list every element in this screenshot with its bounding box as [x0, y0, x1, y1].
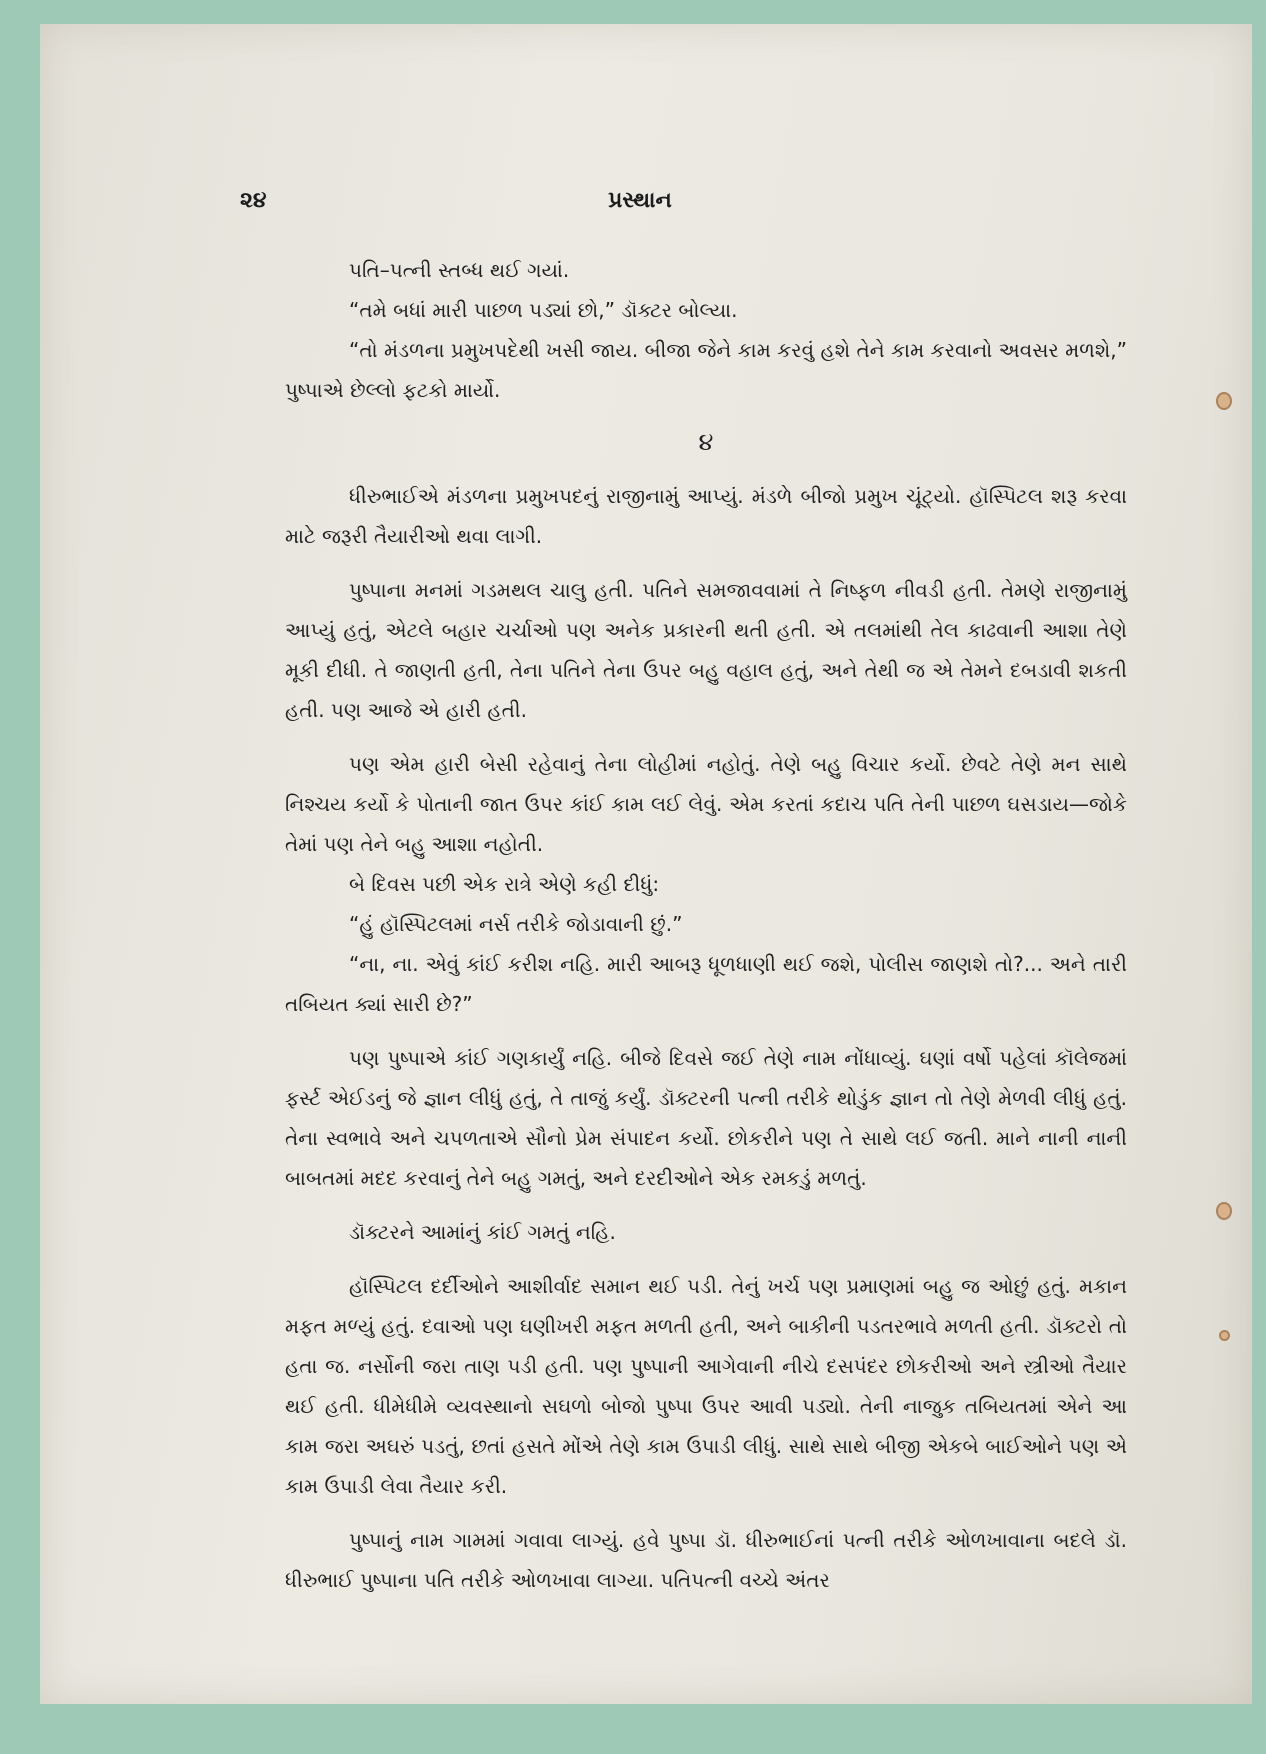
binding-hole: [1216, 392, 1232, 410]
section-number: ૪: [698, 428, 714, 456]
page-number: ૨૪: [240, 188, 267, 213]
paragraph: “તો મંડળના પ્રમુખપદેથી ખસી જાય. બીજા જેને કામ કરવું હશે તેને કામ કરવાનો અવસર મળશે,” પુષ્પાએ છેલ્લો ફટકો માર્યો.: [285, 338, 1127, 402]
page-header: [240, 188, 1040, 238]
binding-hole: [1216, 1202, 1232, 1220]
paragraph: પણ એમ હારી બેસી રહેવાનું તેના લોહીમાં નહોતું. તેણે બહુ વિચાર કર્યો. છેવટે તેણે મન સાથે નિશ્ચય કર્યો કે પોતાની જાત ઉપર કાંઈ કામ લઈ લેવું. એમ કરતાં કદાચ પતિ તેની પાછળ ઘસડાય—જોકે તેમાં પણ તેને બહુ આશા નહોતી.: [285, 752, 1127, 856]
body-text: [285, 250, 1127, 1600]
paragraph: પણ પુષ્પાએ કાંઈ ગણકાર્યું નહિ. બીજે દિવસે જઈ તેણે નામ નોંધાવ્યું. ઘણાં વર્ષો પહેલાં કૉલેજમાં ફર્સ્ટ એઈડનું જે જ્ઞાન લીધું હતું, તે તાજું કર્યું. ડૉક્ટરની પત્ની તરીકે થોડુંક જ્ઞાન તો તેણે મેળવી લીધું હતું. તેના સ્વભાવે અને ચપળતાએ સૌનો પ્રેમ સંપાદન કર્યો. છોકરીને પણ તે સાથે લઈ જતી. માને નાની નાની બાબતમાં મદદ કરવાનું તેને બહુ ગમતું, અને દરદીઓને એક રમકડું મળતું.: [285, 1046, 1127, 1190]
paragraph: “તમે બધાં મારી પાછળ પડ્યાં છો,” ડૉક્ટર બોલ્યા.: [349, 298, 738, 322]
paragraph: ડૉક્ટરને આમાંનું કાંઈ ગમતું નહિ.: [349, 1220, 616, 1244]
paragraph: “ના, ના. એવું કાંઈ કરીશ નહિ. મારી આબરૂ ધૂળધાણી થઈ જશે, પોલીસ જાણશે તો?... અને તારી તબિયત ક્યાં સારી છે?”: [285, 952, 1127, 1016]
paragraph: પુષ્પાના મનમાં ગડમથલ ચાલુ હતી. પતિને સમજાવવામાં તે નિષ્ફળ નીવડી હતી. તેમણે રાજીનામું આપ્યું હતું, એટલે બહાર ચર્ચાઓ પણ અનેક પ્રકારની થતી હતી. એ તલમાંથી તેલ કાઢવાની આશા તેણે મૂકી દીધી. તે જાણતી હતી, તેના પતિને તેના ઉપર બહુ વહાલ હતું, અને તેથી જ એ તેમને દબડાવી શકતી હતી. પણ આજે એ હારી હતી.: [285, 578, 1127, 722]
binding-hole: [1219, 1330, 1230, 1341]
paragraph: હૉસ્પિટલ દર્દીઓને આશીર્વાદ સમાન થઈ પડી. તેનું ખર્ચ પણ પ્રમાણમાં બહુ જ ઓછું હતું. મકાન મફત મળ્યું હતું. દવાઓ પણ ઘણીખરી મફત મળતી હતી, અને બાકીની પડતરભાવે મળતી હતી. ડૉક્ટરો તો હતા જ. નર્સોની જરા તાણ પડી હતી. પણ પુષ્પાની આગેવાની નીચે દસપંદર છોકરીઓ અને સ્ત્રીઓ તૈયાર થઈ હતી. ધીમેધીમે વ્યવસ્થાનો સઘળો બોજો પુષ્પા ઉપર આવી પડ્યો. તેની નાજુક તબિયતમાં એને આ કામ જરા અઘરું પડતું, છતાં હસતે મોંએ તેણે કામ ઉપાડી લીધું. સાથે સાથે બીજી એકબે બાઈઓને પણ એ કામ ઉપાડી લેવા તૈયાર કરી.: [285, 1274, 1127, 1498]
paragraph: બે દિવસ પછી એક રાત્રે એણે કહી દીધું:: [349, 872, 660, 896]
paragraph: પુષ્પાનું નામ ગામમાં ગવાવા લાગ્યું. હવે પુષ્પા ડૉ. ધીરુભાઈનાં પત્ની તરીકે ઓળખાવાના બદલે ડૉ. ધીરુભાઈ પુષ્પાના પતિ તરીકે ઓળખાવા લાગ્યા. પતિપત્ની વચ્ચે અંતર: [285, 1528, 1127, 1592]
paragraph: પતિ–પત્ની સ્તબ્ધ થઈ ગયાં.: [349, 258, 570, 282]
running-title: પ્રસ્થાન: [608, 188, 672, 213]
paragraph: “હું હૉસ્પિટલમાં નર્સ તરીકે જોડાવાની છું.”: [349, 912, 683, 936]
paragraph: ધીરુભાઈએ મંડળના પ્રમુખપદનું રાજીનામું આપ્યું. મંડળે બીજો પ્રમુખ ચૂંટ્યો. હૉસ્પિટલ શરૂ કરવા માટે જરૂરી તૈયારીઓ થવા લાગી.: [285, 484, 1127, 548]
